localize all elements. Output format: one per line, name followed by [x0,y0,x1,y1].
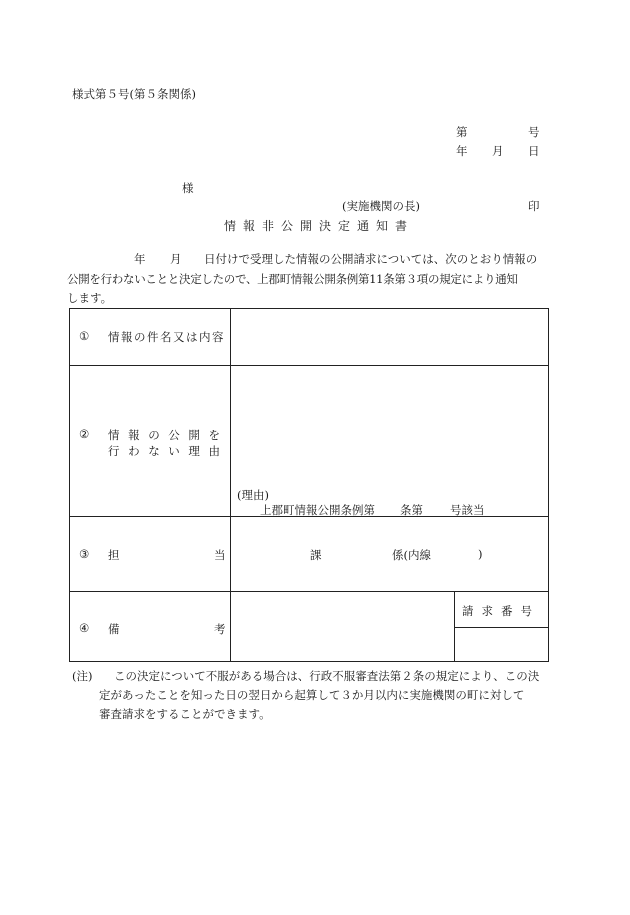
note-line1: この決定について不服がある場合は、行政不服審査法第２条の規定により、この決 [114,669,540,683]
info-table [69,308,549,662]
reason-article: 条第 [400,503,423,517]
body-month: 月 [170,252,182,266]
reason-heading: (理由) [237,488,269,502]
row2-label-line1: 情報の公開を [108,428,229,442]
row2-label-line2: 行わない理由 [108,444,229,458]
date-year: 年 [456,144,468,158]
row4-label-end: 考 [214,622,226,636]
reason-ordinance: 上郡町情報公開条例第 [260,503,375,517]
row2-number: ② [79,427,90,441]
section-label: 課 [310,548,322,562]
body-line2: 公開を行わないことと決定したので、上郡町情報公開条例第11条第３項の規定により通知 [67,272,518,286]
addressee-honorific: 様 [182,181,194,195]
request-box-divider [454,591,455,661]
note-prefix: (注) [72,669,93,683]
row3-label-start: 担 [108,548,120,562]
row3-label-end: 当 [214,548,226,562]
extension-close: ) [478,547,483,561]
row-divider [70,365,548,366]
issuer-name: (実施機関の長) [342,199,420,213]
request-number-label: 請求番号 [462,604,540,618]
row4-label-start: 備 [108,622,120,636]
request-box-divider [454,627,548,628]
reason-item: 号該当 [450,503,485,517]
date-day: 日 [528,144,540,158]
doc-number-prefix: 第 [456,125,468,139]
body-line1: 日付けで受理した情報の公開請求については、次のとおり情報の [204,252,538,266]
form-number: 様式第５号(第５条関係) [72,87,196,101]
body-year: 年 [134,252,146,266]
note-line2: 定があったことを知った日の翌日から起算して３か月以内に実施機関の町に対して [99,688,525,702]
seal-mark: 印 [528,199,540,213]
doc-number-suffix: 号 [528,125,540,139]
document-title: 情報非公開決定通知書 [224,219,415,233]
row4-number: ④ [79,621,90,635]
row-divider [70,591,548,592]
row3-number: ③ [79,547,90,561]
row1-number: ① [79,329,90,343]
note-line3: 審査請求をすることができます。 [99,707,271,721]
column-divider [230,309,231,661]
date-month: 月 [492,144,504,158]
body-line3: します。 [67,291,113,305]
unit-extension-label: 係(内線 [392,548,431,562]
row1-label: 情報の件名又は内容 [108,330,225,344]
